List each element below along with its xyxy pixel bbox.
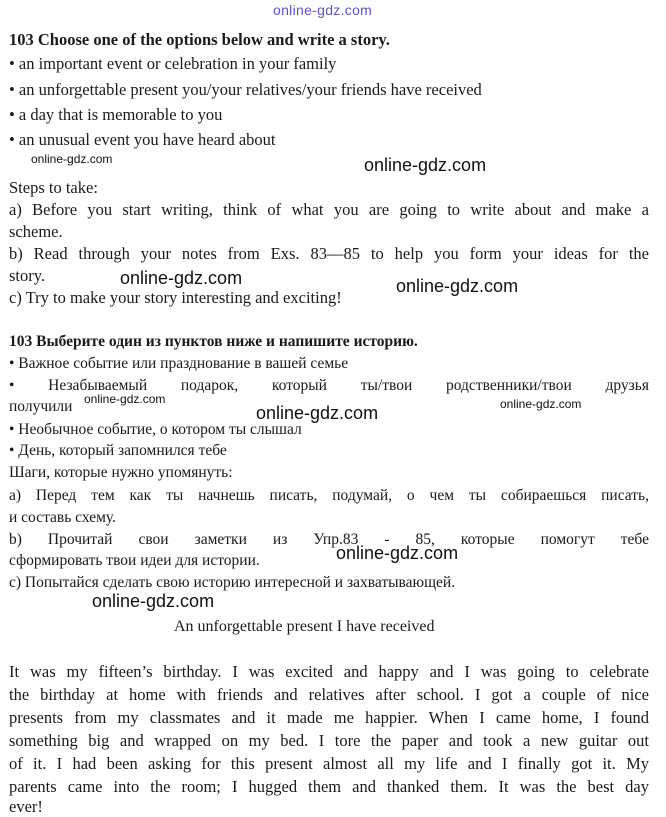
english-steps-title: Steps to take: <box>9 178 98 197</box>
english-option: • a day that is memorable to you <box>9 105 223 124</box>
russian-steps-title: Шаги, которые нужно упомянуть: <box>9 464 233 481</box>
story-line: parents came into the room; I hugged them and thanked them. It was the best day <box>9 777 649 796</box>
watermark: online-gdz.com <box>396 276 519 296</box>
russian-step-a-cont: и составь схему. <box>9 509 116 526</box>
russian-option: • Важное событие или празднование в вашей семье <box>9 355 349 372</box>
story-line-last: ever! <box>9 797 43 816</box>
english-step-a: a) Before you start writing, think of what you are going to write about and make a <box>9 200 649 219</box>
watermark: online-gdz.com <box>336 543 459 563</box>
story-title: An unforgettable present I have received <box>174 618 435 635</box>
english-step-b: b) Read through your notes from Exs. 83—85 to help you form your ideas for the <box>9 244 649 263</box>
watermark-top[interactable]: online-gdz.com <box>273 2 373 18</box>
story-line: It was my fifteen’s birthday. I was excited and happy and I was going to celebrate <box>9 662 649 681</box>
english-task-heading: 103 Choose one of the options below and write a story. <box>9 30 390 49</box>
english-step-b-cont: story. <box>9 266 46 285</box>
russian-option: • Необычное событие, о котором ты слышал <box>9 421 302 438</box>
watermark: online-gdz.com <box>500 397 582 411</box>
watermark: online-gdz.com <box>256 403 379 423</box>
story-line: presents from my classmates and it made me happier. When I came home, I found <box>9 708 649 727</box>
russian-step-a: а) Перед тем как ты начнешь писать, подумай, о чем ты собираешься писать, <box>9 487 649 504</box>
watermark: online-gdz.com <box>92 591 215 611</box>
english-step-c: c) Try to make your story interesting and exciting! <box>9 288 342 307</box>
story-line: of it. I had been asking for this present almost all my life and I finally got it. My <box>9 754 649 773</box>
english-option: • an unusual event you have heard about <box>9 130 276 149</box>
russian-option: • День, который запомнился тебе <box>9 442 227 459</box>
russian-step-c: c) Попытайся сделать свою историю интересной и захватывающей. <box>9 574 456 591</box>
watermark: online-gdz.com <box>120 268 243 288</box>
english-step-a-cont: scheme. <box>9 222 63 241</box>
story-line: the birthday at home with friends and relatives after school. I got a couple of nice <box>9 685 649 704</box>
russian-step-b-cont: сформировать твои идеи для истории. <box>9 552 260 569</box>
english-option: • an unforgettable present you/your relatives/your friends have received <box>9 80 482 99</box>
watermark: online-gdz.com <box>84 392 166 406</box>
russian-option-cont: получили <box>9 398 73 415</box>
watermark: online-gdz.com <box>31 152 113 166</box>
story-line: something big and wrapped on my bed. I tore the paper and took a new guitar out <box>9 731 649 750</box>
russian-step-b: b) Прочитай свои заметки из Упр.83 - 85, которые помогут тебе <box>9 531 649 548</box>
english-option: • an important event or celebration in your family <box>9 54 337 73</box>
russian-task-heading: 103 Выберите один из пунктов ниже и напишите историю. <box>9 333 418 350</box>
russian-option: • Незабываемый подарок, который ты/твои родственники/твои друзья <box>9 377 649 394</box>
watermark: online-gdz.com <box>364 155 487 175</box>
